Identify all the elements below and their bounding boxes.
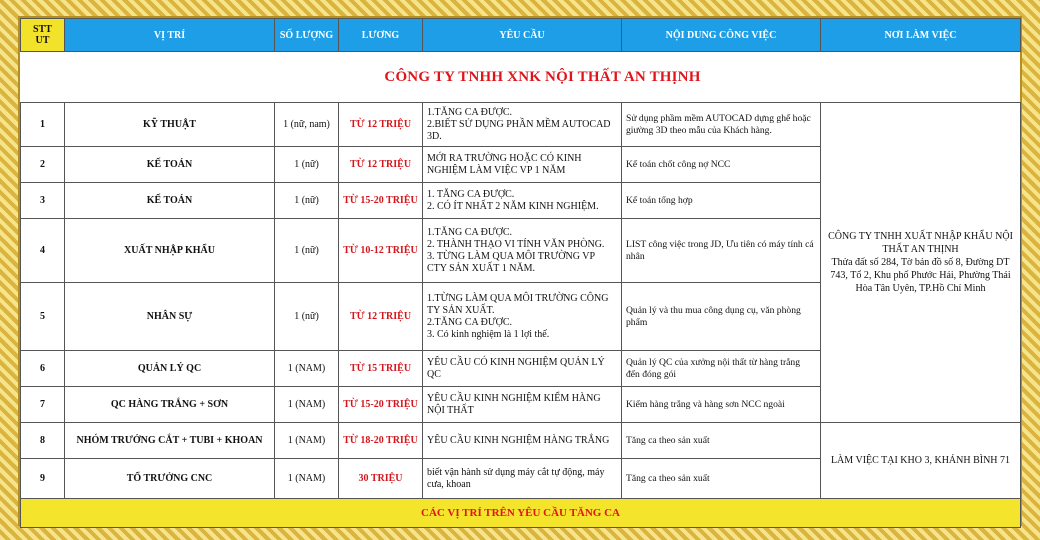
salary-value: TỪ 12 TRIỆU	[339, 103, 423, 147]
header-quantity: SỐ LƯỢNG	[275, 19, 339, 52]
position-name: TỔ TRƯỞNG CNC	[65, 459, 275, 499]
salary-value: TỪ 12 TRIỆU	[339, 147, 423, 183]
title-row	[21, 52, 1021, 103]
quantity-value: 1 (nữ)	[275, 283, 339, 351]
salary-value: TỪ 18-20 TRIỆU	[339, 423, 423, 459]
header-stt: STT UT	[21, 19, 65, 52]
position-name: NHÓM TRƯỞNG CẮT + TUBI + KHOAN	[65, 423, 275, 459]
row-number: 4	[21, 219, 65, 283]
job-description: Kế toán tổng hợp	[622, 183, 821, 219]
job-description: Tăng ca theo sản xuất	[622, 423, 821, 459]
recruitment-sheet	[20, 18, 1020, 524]
requirements-text: 1.TỪNG LÀM QUA MÔI TRƯỜNG CÔNG TY SẢN XUẤT. 2.TĂNG CA ĐƯỢC. 3. Có kinh nghiệm là 1 lợi thế.	[423, 283, 622, 351]
workplace-secondary: LÀM VIỆC TẠI KHO 3, KHÁNH BÌNH 71	[821, 423, 1021, 499]
row-number: 6	[21, 351, 65, 387]
quantity-value: 1 (nữ)	[275, 219, 339, 283]
quantity-value: 1 (NAM)	[275, 423, 339, 459]
table-row	[21, 103, 1021, 147]
position-name: QUẢN LÝ QC	[65, 351, 275, 387]
job-description: Quản lý và thu mua công dụng cụ, văn phòng phẩm	[622, 283, 821, 351]
requirements-text: MỚI RA TRƯỜNG HOẶC CÓ KINH NGHIỆM LÀM VIỆC VP 1 NĂM	[423, 147, 622, 183]
position-name: XUẤT NHẬP KHẨU	[65, 219, 275, 283]
job-description: Tăng ca theo sản xuất	[622, 459, 821, 499]
row-number: 3	[21, 183, 65, 219]
row-number: 9	[21, 459, 65, 499]
job-description: LIST công việc trong JD, Ưu tiên có máy tính cá nhân	[622, 219, 821, 283]
overtime-note: CÁC VỊ TRÍ TRÊN YÊU CẦU TĂNG CA	[21, 499, 1021, 528]
header-row	[21, 19, 1021, 52]
quantity-value: 1 (NAM)	[275, 387, 339, 423]
footer-row	[21, 499, 1021, 528]
job-description: Kiểm hàng trắng và hàng sơn NCC ngoài	[622, 387, 821, 423]
salary-value: TỪ 15-20 TRIỆU	[339, 387, 423, 423]
quantity-value: 1 (nữ)	[275, 147, 339, 183]
company-title: CÔNG TY TNHH XNK NỘI THẤT AN THỊNH	[65, 52, 1021, 103]
requirements-text: YÊU CẦU KINH NGHIỆM KIỂM HÀNG NỘI THẤT	[423, 387, 622, 423]
quantity-value: 1 (NAM)	[275, 459, 339, 499]
position-name: KỸ THUẬT	[65, 103, 275, 147]
salary-value: 30 TRIỆU	[339, 459, 423, 499]
job-description: Quản lý QC của xưởng nội thất từ hàng trắng đến đóng gói	[622, 351, 821, 387]
requirements-text: YÊU CẦU CÓ KINH NGHIỆM QUẢN LÝ QC	[423, 351, 622, 387]
row-number: 1	[21, 103, 65, 147]
workplace-main: CÔNG TY TNHH XUẤT NHẬP KHẨU NỘI THẤT AN THỊNH Thửa đất số 284, Tờ bản đồ số 8, Đường DT 743, Tổ 2, Khu phố Phước Hải, Phường Thái Hòa Tân Uyên, TP.Hồ Chí Minh	[821, 103, 1021, 423]
quantity-value: 1 (NAM)	[275, 351, 339, 387]
header-job: NỘI DUNG CÔNG VIỆC	[622, 19, 821, 52]
salary-value: TỪ 10-12 TRIỆU	[339, 219, 423, 283]
quantity-value: 1 (nữ)	[275, 183, 339, 219]
requirements-text: 1. TĂNG CA ĐƯỢC. 2. CÓ ÍT NHẤT 2 NĂM KINH NGHIỆM.	[423, 183, 622, 219]
salary-value: TỪ 15 TRIỆU	[339, 351, 423, 387]
row-number: 7	[21, 387, 65, 423]
header-requirements: YÊU CẦU	[423, 19, 622, 52]
position-name: KẾ TOÁN	[65, 183, 275, 219]
job-description: Kế toán chốt công nợ NCC	[622, 147, 821, 183]
position-name: QC HÀNG TRẮNG + SƠN	[65, 387, 275, 423]
requirements-text: YÊU CẦU KINH NGHIỆM HÀNG TRẮNG	[423, 423, 622, 459]
salary-value: TỪ 15-20 TRIỆU	[339, 183, 423, 219]
job-table	[20, 18, 1021, 528]
requirements-text: 1.TĂNG CA ĐƯỢC. 2. THÀNH THẠO VI TÍNH VĂN PHÒNG. 3. TỪNG LÀM QUA MÔI TRƯỜNG VP CTY SẢN XUẤT 1 NĂM.	[423, 219, 622, 283]
quantity-value: 1 (nữ, nam)	[275, 103, 339, 147]
position-name: NHÂN SỰ	[65, 283, 275, 351]
row-number: 8	[21, 423, 65, 459]
row-number: 5	[21, 283, 65, 351]
requirements-text: biết vận hành sử dụng máy cắt tự động, máy cưa, khoan	[423, 459, 622, 499]
header-position: VỊ TRÍ	[65, 19, 275, 52]
row-number: 2	[21, 147, 65, 183]
header-place: NƠI LÀM VIỆC	[821, 19, 1021, 52]
header-salary: LƯƠNG	[339, 19, 423, 52]
job-description: Sử dụng phầm mềm AUTOCAD dựng ghế hoặc giường 3D theo mẫu của Khách hàng.	[622, 103, 821, 147]
table-row	[21, 423, 1021, 459]
position-name: KẾ TOÁN	[65, 147, 275, 183]
requirements-text: 1.TĂNG CA ĐƯỢC. 2.BIẾT SỬ DỤNG PHẦN MỀM AUTOCAD 3D.	[423, 103, 622, 147]
salary-value: TỪ 12 TRIỆU	[339, 283, 423, 351]
